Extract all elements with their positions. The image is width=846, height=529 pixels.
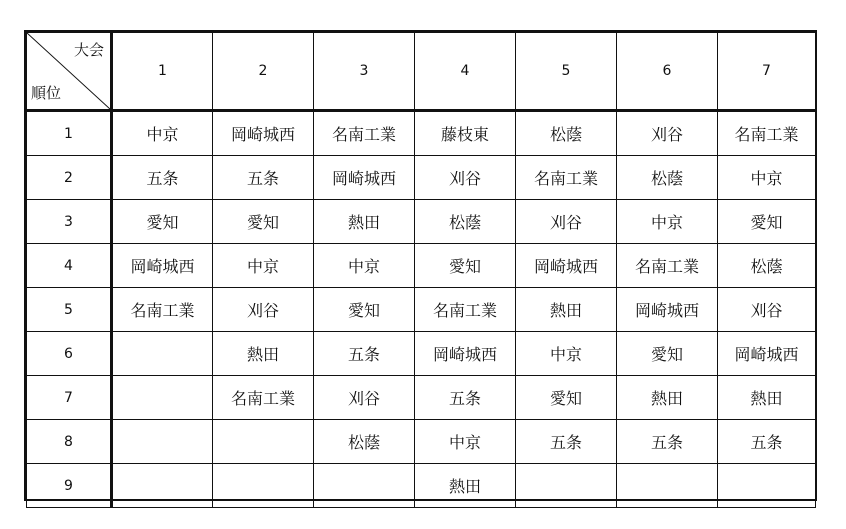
school-cell: 岡崎城西 — [213, 111, 314, 156]
rank-cell: 5 — [27, 288, 112, 332]
rank-cell: 6 — [27, 332, 112, 376]
school-cell: 五条 — [415, 376, 516, 420]
school-cell — [112, 464, 213, 508]
school-cell: 名南工業 — [314, 111, 415, 156]
table-row — [27, 111, 816, 156]
school-cell: 刈谷 — [213, 288, 314, 332]
school-cell: 刈谷 — [415, 156, 516, 200]
school-cell: 愛知 — [415, 244, 516, 288]
school-cell: 名南工業 — [415, 288, 516, 332]
tournament-header: 1 — [112, 33, 213, 111]
table-row — [27, 332, 816, 376]
school-cell — [213, 420, 314, 464]
school-cell: 熱田 — [516, 288, 617, 332]
column-header-label: 大会 — [73, 41, 104, 59]
school-cell: 五条 — [112, 156, 213, 200]
school-cell: 藤枝東 — [415, 111, 516, 156]
school-cell: 中京 — [213, 244, 314, 288]
tournament-header: 2 — [213, 33, 314, 111]
school-cell: 松蔭 — [516, 111, 617, 156]
school-cell: 五条 — [617, 420, 718, 464]
rank-cell: 4 — [27, 244, 112, 288]
row-header-label: 順位 — [31, 84, 62, 102]
school-cell: 岡崎城西 — [516, 244, 617, 288]
school-cell: 熱田 — [314, 200, 415, 244]
rank-cell: 3 — [27, 200, 112, 244]
tournament-header: 7 — [718, 33, 816, 111]
tournament-header: 6 — [617, 33, 718, 111]
header-row — [27, 33, 816, 111]
school-cell — [718, 464, 816, 508]
rank-cell: 1 — [27, 111, 112, 156]
school-cell: 名南工業 — [718, 111, 816, 156]
school-cell: 愛知 — [112, 200, 213, 244]
school-cell: 名南工業 — [213, 376, 314, 420]
school-cell: 松蔭 — [415, 200, 516, 244]
table-row — [27, 376, 816, 420]
school-cell: 刈谷 — [516, 200, 617, 244]
school-cell: 岡崎城西 — [112, 244, 213, 288]
school-cell — [112, 376, 213, 420]
school-cell: 愛知 — [314, 288, 415, 332]
table-row — [27, 200, 816, 244]
school-cell: 中京 — [516, 332, 617, 376]
school-cell — [112, 332, 213, 376]
school-cell: 愛知 — [213, 200, 314, 244]
tournament-header: 5 — [516, 33, 617, 111]
school-cell: 五条 — [314, 332, 415, 376]
school-cell: 中京 — [112, 111, 213, 156]
school-cell: 熱田 — [617, 376, 718, 420]
school-cell: 中京 — [718, 156, 816, 200]
tournament-header: 4 — [415, 33, 516, 111]
rank-cell: 8 — [27, 420, 112, 464]
school-cell — [516, 464, 617, 508]
school-cell: 愛知 — [617, 332, 718, 376]
school-cell: 松蔭 — [314, 420, 415, 464]
school-cell: 愛知 — [718, 200, 816, 244]
school-cell: 刈谷 — [718, 288, 816, 332]
tournament-header: 3 — [314, 33, 415, 111]
rank-cell: 9 — [27, 464, 112, 508]
school-cell: 名南工業 — [112, 288, 213, 332]
school-cell: 五条 — [516, 420, 617, 464]
school-cell — [213, 464, 314, 508]
school-cell: 中京 — [617, 200, 718, 244]
table-row — [27, 288, 816, 332]
school-cell — [617, 464, 718, 508]
school-cell: 岡崎城西 — [617, 288, 718, 332]
school-cell — [314, 464, 415, 508]
rank-cell: 7 — [27, 376, 112, 420]
school-cell — [112, 420, 213, 464]
school-cell: 愛知 — [516, 376, 617, 420]
school-cell: 岡崎城西 — [314, 156, 415, 200]
school-cell: 刈谷 — [617, 111, 718, 156]
school-cell: 五条 — [213, 156, 314, 200]
school-cell: 松蔭 — [718, 244, 816, 288]
rank-cell: 2 — [27, 156, 112, 200]
table-row — [27, 244, 816, 288]
school-cell: 中京 — [314, 244, 415, 288]
school-cell: 熱田 — [415, 464, 516, 508]
ranking-sheet — [24, 30, 817, 501]
school-cell: 五条 — [718, 420, 816, 464]
school-cell: 刈谷 — [314, 376, 415, 420]
school-cell: 名南工業 — [617, 244, 718, 288]
school-cell: 熱田 — [213, 332, 314, 376]
table-row — [27, 156, 816, 200]
school-cell: 岡崎城西 — [415, 332, 516, 376]
table-row — [27, 464, 816, 508]
school-cell: 熱田 — [718, 376, 816, 420]
table-row — [27, 420, 816, 464]
school-cell: 名南工業 — [516, 156, 617, 200]
corner-cell — [27, 33, 112, 111]
school-cell: 中京 — [415, 420, 516, 464]
ranking-table — [26, 32, 816, 508]
school-cell: 岡崎城西 — [718, 332, 816, 376]
school-cell: 松蔭 — [617, 156, 718, 200]
